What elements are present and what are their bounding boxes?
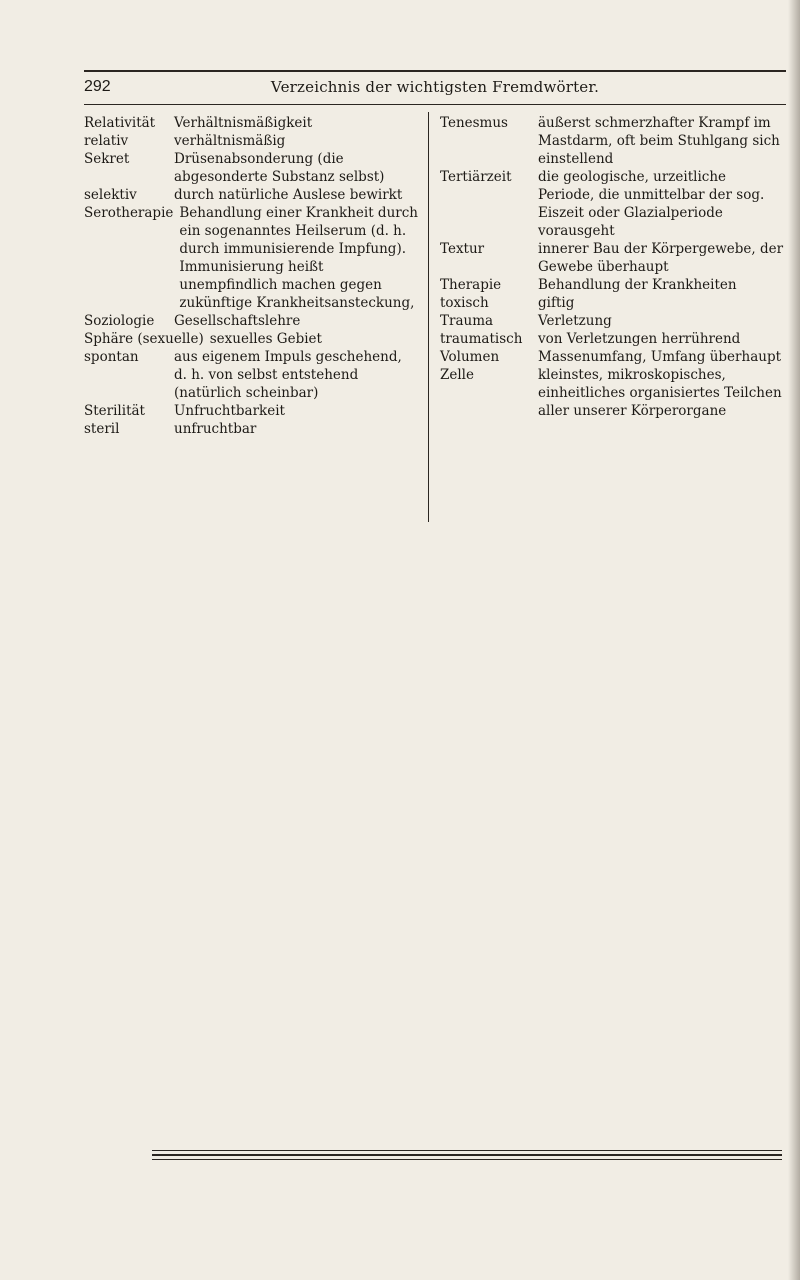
glossary-term: Tenesmus	[440, 115, 508, 131]
glossary-term: Sphäre (sexuelle)	[84, 331, 204, 347]
glossary-entry	[84, 420, 418, 438]
footer-rule	[152, 1154, 782, 1156]
glossary-definition: Behandlung der Krankheiten	[538, 277, 737, 293]
glossary-definition: innerer Bau der Körpergewebe, der Gewebe überhaupt	[538, 241, 784, 275]
glossary-entry	[440, 276, 786, 294]
glossary-definition: Behandlung einer Krankheit durch ein sogenanntes Heilserum (d. h. durch immunisierende Impfung). Immunisierung heißt unempfindlich machen gegen zukünftige Krankheitsansteckung,	[179, 205, 418, 311]
glossary-entry	[84, 402, 418, 420]
glossary-right-column	[440, 114, 786, 420]
glossary-entry	[440, 240, 786, 276]
running-title: Verzeichnis der wichtigsten Fremdwörter.	[270, 78, 600, 96]
glossary-entry	[84, 330, 418, 348]
glossary-term: relativ	[84, 133, 129, 149]
glossary-term: toxisch	[440, 295, 489, 311]
glossary-definition: von Verletzungen herrührend	[538, 331, 741, 347]
glossary-entry	[440, 168, 786, 240]
glossary-term: Relativität	[84, 115, 156, 131]
glossary-term: Volumen	[440, 349, 500, 365]
glossary-entry	[84, 348, 418, 402]
column-divider	[428, 112, 429, 522]
glossary-term: Sekret	[84, 151, 130, 167]
glossary-definition: Unfruchtbarkeit	[174, 403, 285, 419]
glossary-definition: giftig	[538, 295, 575, 311]
glossary-entry	[84, 204, 418, 312]
top-rule	[84, 70, 786, 72]
page-header	[84, 78, 786, 104]
footer-rule	[152, 1159, 782, 1160]
glossary-definition: sexuelles Gebiet	[209, 331, 322, 347]
glossary-definition: Verhältnismäßigkeit	[174, 115, 313, 131]
glossary-entry	[84, 114, 418, 132]
glossary-definition: aus eigenem Impuls geschehend, d. h. von selbst entstehend (natürlich scheinbar)	[174, 349, 402, 401]
glossary-definition: Drüsenabsonderung (die abgesonderte Substanz selbst)	[174, 151, 385, 185]
glossary-entry	[84, 312, 418, 330]
glossary-entry	[440, 348, 786, 366]
header-rule	[84, 104, 786, 105]
glossary-entry	[440, 366, 786, 420]
glossary-term: spontan	[84, 349, 139, 365]
glossary-definition: äußerst schmerzhafter Krampf im Mastdarm, oft beim Stuhlgang sich einstellend	[538, 115, 780, 167]
glossary-term: Trauma	[440, 313, 494, 329]
page-edge-shadow	[788, 0, 800, 1280]
glossary-term: selektiv	[84, 187, 137, 203]
glossary-entry	[84, 150, 418, 186]
glossary-definition: verhältnismäßig	[174, 133, 286, 149]
glossary-term: steril	[84, 421, 120, 437]
glossary-term: Soziologie	[84, 313, 155, 329]
glossary-entry	[440, 330, 786, 348]
glossary-term: traumatisch	[440, 331, 523, 347]
glossary-entry	[440, 114, 786, 168]
glossary-term: Tertiärzeit	[440, 169, 512, 185]
page-number: 292	[84, 78, 111, 95]
footer-rule	[152, 1150, 782, 1151]
glossary-definition: unfruchtbar	[174, 421, 257, 437]
glossary-entry	[84, 186, 418, 204]
glossary-term: Sterilität	[84, 403, 145, 419]
glossary-entry	[440, 294, 786, 312]
glossary-definition: durch natürliche Auslese bewirkt	[174, 187, 403, 203]
glossary-definition: Gesellschaftslehre	[174, 313, 301, 329]
glossary-left-column	[84, 114, 418, 438]
glossary-term: Serotherapie	[84, 205, 174, 221]
glossary-definition: Massenumfang, Umfang überhaupt	[538, 349, 782, 365]
glossary-definition: Verletzung	[538, 313, 612, 329]
glossary-term: Zelle	[440, 367, 474, 383]
glossary-definition: die geologische, urzeitliche Periode, die unmittelbar der sog. Eiszeit oder Glazialperiode vorausgeht	[538, 169, 765, 239]
glossary-entry	[440, 312, 786, 330]
glossary-term: Therapie	[440, 277, 502, 293]
glossary-term: Textur	[440, 241, 485, 257]
glossary-definition: kleinstes, mikroskopisches, einheitliches organisiertes Teilchen aller unserer Körperorgane	[538, 367, 782, 419]
glossary-entry	[84, 132, 418, 150]
